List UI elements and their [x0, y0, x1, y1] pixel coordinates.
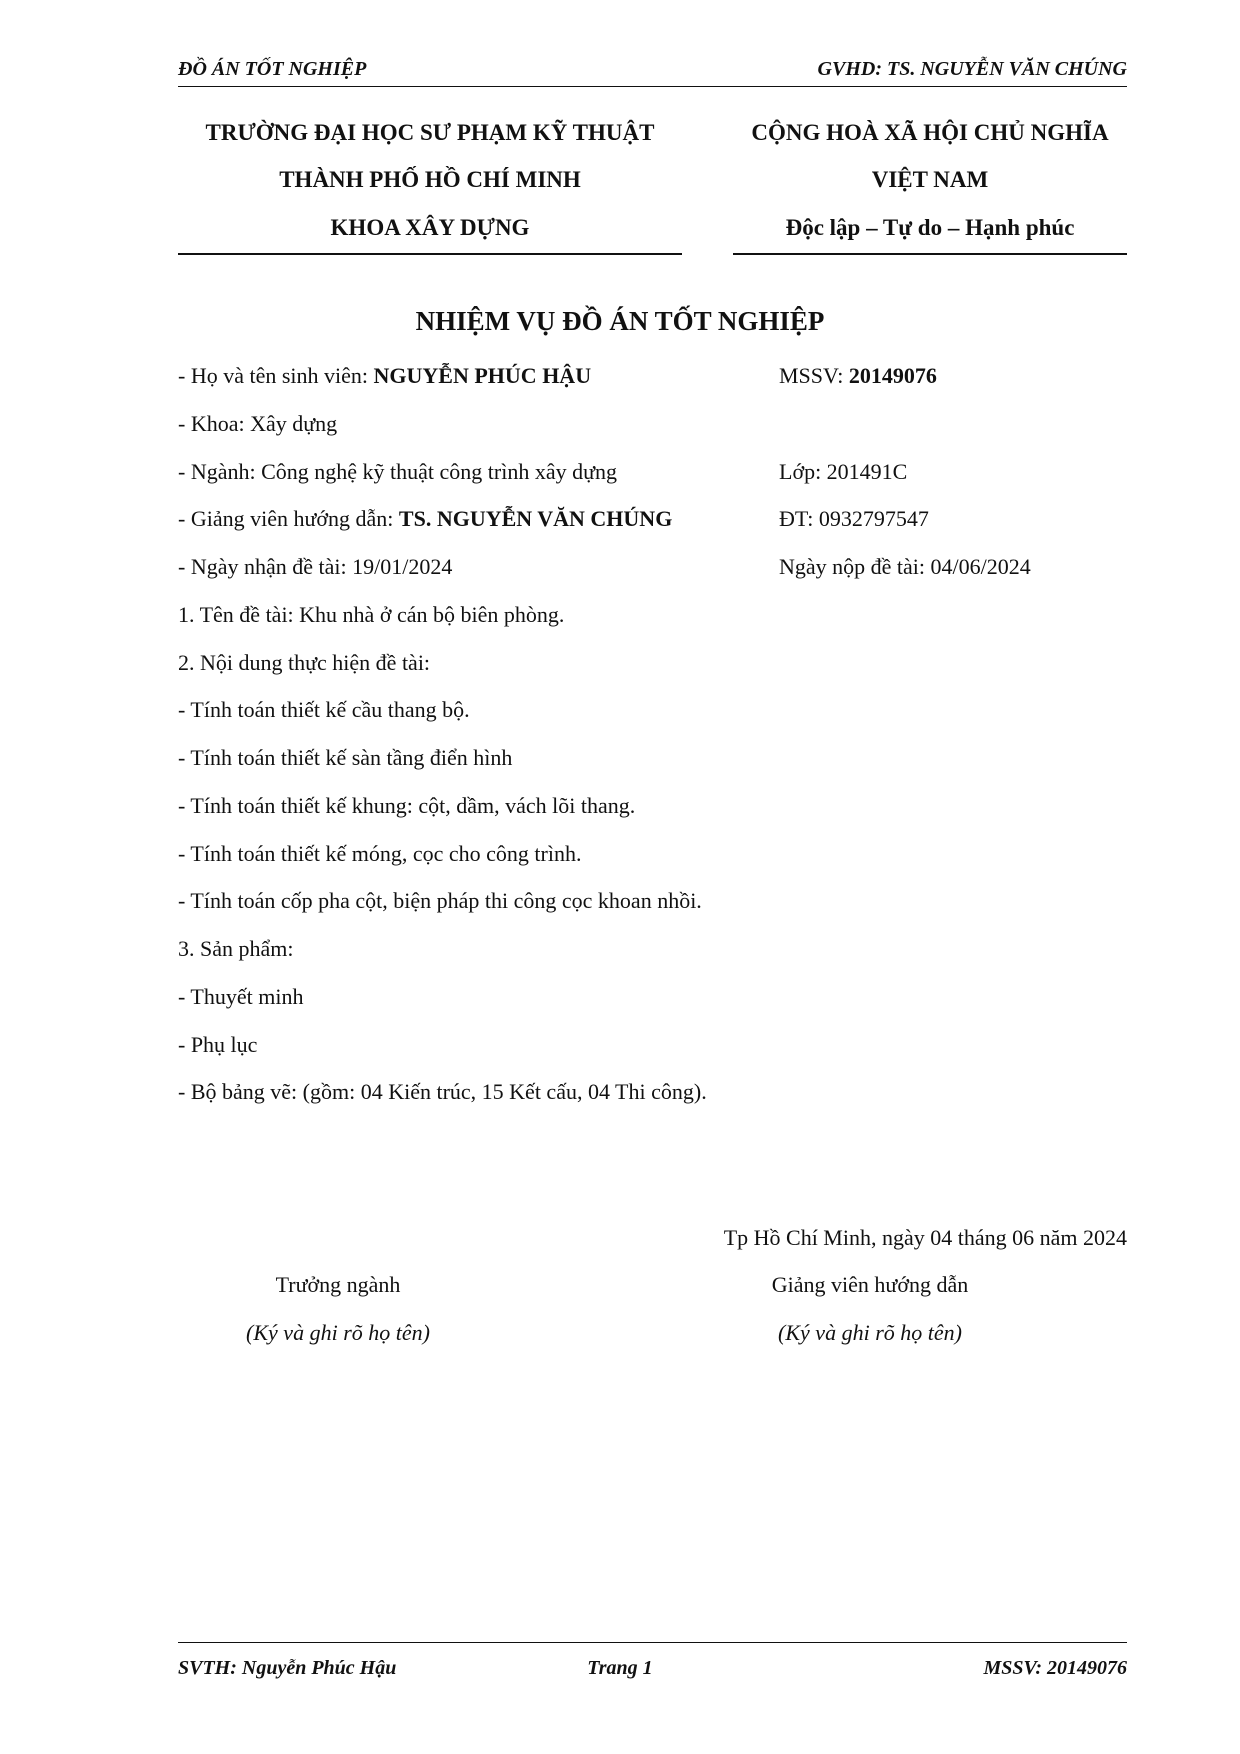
- republic-motto: Độc lập – Tự do – Hạnh phúc: [785, 215, 1075, 240]
- advisor-label: - Giảng viên hướng dẫn:: [178, 506, 399, 531]
- student-label: - Họ và tên sinh viên:: [178, 363, 374, 388]
- advisor-line: [178, 506, 672, 532]
- footer-page-number: Trang 1: [587, 1657, 653, 1679]
- republic-underline: [733, 253, 1127, 255]
- signature-left-note: (Ký và ghi rõ họ tên): [246, 1320, 430, 1345]
- received-date-line: - Ngày nhận đề tài: 19/01/2024: [178, 554, 453, 579]
- footer-left: SVTH: Nguyễn Phúc Hậu: [178, 1657, 397, 1679]
- phone-line: ĐT: 0932797547: [779, 506, 929, 531]
- header-divider: [178, 86, 1127, 87]
- faculty-line: - Khoa: Xây dựng: [178, 411, 338, 436]
- product-heading: 3. Sản phẩm:: [178, 936, 294, 961]
- mssv-value: 20149076: [848, 363, 937, 388]
- mssv-label: MSSV:: [779, 363, 849, 388]
- advisor-name: TS. NGUYỄN VĂN CHÚNG: [398, 506, 673, 531]
- institution-line-1: TRƯỜNG ĐẠI HỌC SƯ PHẠM KỸ THUẬT: [205, 120, 655, 145]
- content-item: - Tính toán thiết kế sàn tầng điển hình: [178, 745, 513, 770]
- republic-line-2: VIỆT NAM: [871, 167, 989, 192]
- institution-line-2: THÀNH PHỐ HỒ CHÍ MINH: [279, 167, 581, 192]
- document-title: NHIỆM VỤ ĐỒ ÁN TỐT NGHIỆP: [415, 306, 825, 336]
- content-item: - Tính toán thiết kế móng, cọc cho công trình.: [178, 841, 582, 866]
- content-item: - Tính toán cốp pha cột, biện pháp thi công cọc khoan nhồi.: [178, 888, 702, 913]
- product-item: - Phụ lục: [178, 1032, 258, 1057]
- footer-divider: [178, 1642, 1127, 1643]
- signature-right-note: (Ký và ghi rõ họ tên): [778, 1320, 962, 1345]
- institution-underline: [178, 253, 682, 255]
- content-heading: 2. Nội dung thực hiện đề tài:: [178, 650, 431, 675]
- student-name: NGUYỄN PHÚC HẬU: [373, 363, 592, 388]
- footer-right: MSSV: 20149076: [983, 1657, 1127, 1679]
- mssv-line: [779, 363, 937, 389]
- header-right: GVHD: TS. NGUYỄN VĂN CHÚNG: [817, 58, 1127, 80]
- major-line: - Ngành: Công nghệ kỹ thuật công trình xây dựng: [178, 459, 618, 484]
- institution-line-3: KHOA XÂY DỰNG: [330, 215, 530, 240]
- header-left: ĐỒ ÁN TỐT NGHIỆP: [178, 58, 367, 80]
- signature-right-title: Giảng viên hướng dẫn: [771, 1272, 969, 1297]
- product-item: - Bộ bảng vẽ: (gồm: 04 Kiến trúc, 15 Kết cấu, 04 Thi công).: [178, 1079, 707, 1104]
- republic-line-1: CỘNG HOÀ XÃ HỘI CHỦ NGHĨA: [751, 120, 1109, 145]
- content-item: - Tính toán thiết kế khung: cột, dầm, vách lõi thang.: [178, 793, 636, 818]
- signature-left-title: Trưởng ngành: [275, 1272, 401, 1297]
- submitted-date-line: Ngày nộp đề tài: 04/06/2024: [779, 554, 1031, 579]
- place-date: Tp Hồ Chí Minh, ngày 04 tháng 06 năm 2024: [723, 1225, 1127, 1250]
- student-line: [178, 363, 591, 389]
- product-item: - Thuyết minh: [178, 984, 304, 1009]
- content-item: - Tính toán thiết kế cầu thang bộ.: [178, 697, 470, 722]
- class-line: Lớp: 201491C: [779, 459, 908, 484]
- topic-line: 1. Tên đề tài: Khu nhà ở cán bộ biên phòng.: [178, 602, 565, 627]
